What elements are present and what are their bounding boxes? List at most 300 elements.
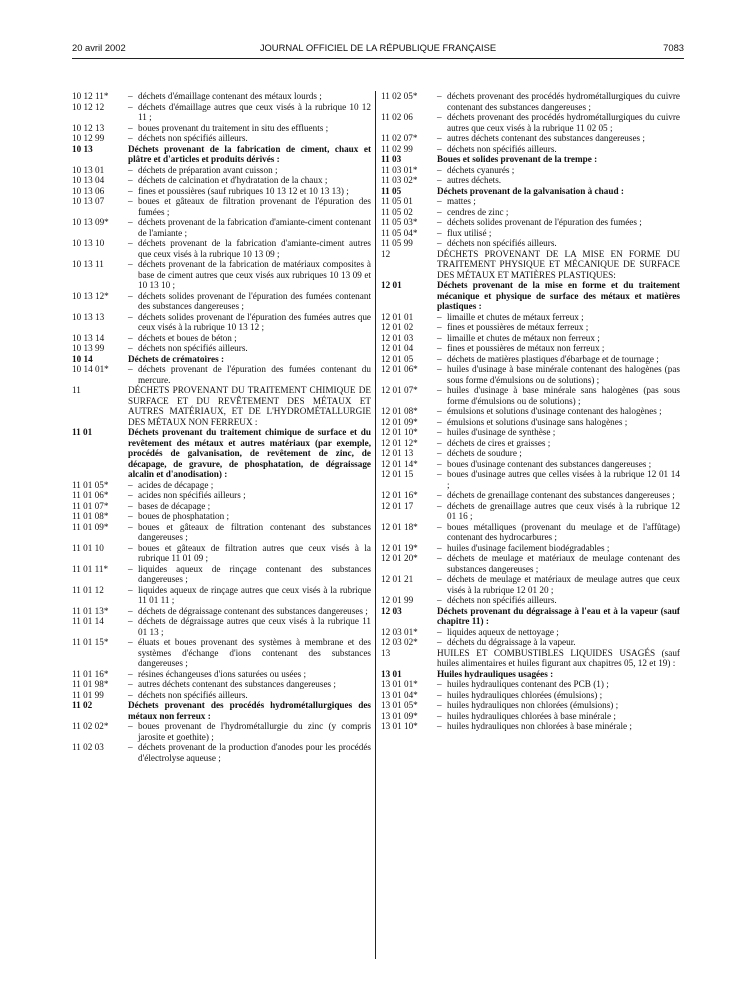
waste-code: 11 05	[381, 185, 402, 196]
waste-code: 11 02 02*	[72, 721, 109, 731]
description-text: déchets provenant de l'épuration des fumées contenant du mercure.	[138, 364, 371, 385]
waste-code: 12 03 01*	[381, 626, 418, 637]
dash-marker: –	[437, 626, 442, 637]
entry-description	[128, 144, 371, 165]
description-text: huiles hydrauliques non chlorées (émulsions) ;	[447, 700, 619, 710]
waste-code: 12 01 15	[381, 469, 414, 479]
entry-description	[128, 522, 371, 543]
waste-code: 13 01 10*	[381, 721, 418, 731]
waste-code-entry	[381, 459, 680, 470]
description-text: déchets de meulage et matériaux de meulage autres que ceux visés à la rubrique 12 01 20 ;	[447, 574, 680, 595]
entry-description	[128, 165, 371, 176]
left-column	[72, 91, 371, 971]
dash-marker: –	[128, 542, 133, 553]
entry-description	[437, 196, 680, 207]
description-text: huiles hydrauliques contenant des PCB (1) ;	[447, 679, 609, 689]
entry-description	[437, 249, 680, 281]
waste-code-entry	[381, 238, 680, 249]
waste-code: 12 01 03	[381, 332, 414, 343]
description-text: fines et poussières (sauf rubriques 10 13 12 et 10 13 13) ;	[138, 185, 349, 196]
waste-code: 11 02 99	[381, 143, 413, 154]
dash-marker: –	[128, 637, 133, 647]
dash-marker: –	[437, 574, 442, 584]
description-text: Déchets provenant de la galvanisation à chaud :	[437, 185, 624, 196]
description-text: émulsions et solutions d'usinage sans halogènes ;	[447, 416, 628, 427]
description-text: autres déchets contenant des substances dangereuses ;	[138, 679, 336, 689]
description-text: limaille et chutes de métaux ferreux ;	[447, 311, 584, 322]
description-text: huiles d'usinage de synthèse ;	[447, 427, 556, 437]
dash-marker: –	[128, 91, 133, 101]
waste-code: 10 13 13	[72, 311, 105, 322]
waste-code: 11 01 12	[72, 584, 104, 595]
entry-description	[128, 679, 371, 690]
section-heading	[381, 280, 680, 312]
entry-description	[437, 679, 680, 690]
dash-marker: –	[437, 469, 442, 479]
description-text: déchets du dégraissage à la vapeur.	[447, 637, 576, 647]
waste-code: 11 01 09*	[72, 521, 109, 532]
chapter-heading	[381, 648, 680, 669]
waste-code-entry	[72, 123, 371, 134]
description-text: DÉCHETS PROVENANT DU TRAITEMENT CHIMIQUE DE SURFACE ET DU REVÊTEMENT DES MÉTAUX ET AUTRES MATÉRIAUX, ET DE L'HYDROMÉTALLURGIE DES MÉTAUX NON FERREUX :	[128, 385, 371, 427]
waste-code: 11	[72, 385, 81, 395]
dash-marker: –	[128, 332, 133, 343]
description-text: déchets non spécifiés ailleurs.	[138, 133, 248, 143]
waste-code-entry	[381, 637, 680, 648]
waste-code-entry	[381, 490, 680, 501]
description-text: boues de phosphatation ;	[138, 511, 230, 521]
entry-description	[128, 385, 371, 427]
entry-description	[128, 690, 371, 701]
entry-description	[437, 322, 680, 333]
waste-code: 11 01 14	[72, 616, 104, 626]
waste-code: 12	[381, 248, 391, 259]
waste-code-entry	[381, 711, 680, 722]
waste-code: 12 01 17	[381, 500, 414, 511]
dash-marker: –	[437, 143, 442, 154]
waste-code: 11 05 99	[381, 238, 413, 248]
dash-marker: –	[437, 227, 442, 238]
waste-code: 12 01 10*	[381, 427, 418, 437]
dash-marker: –	[437, 332, 442, 343]
dash-marker: –	[128, 238, 133, 248]
waste-code: 11 03	[381, 154, 402, 164]
dash-marker: –	[128, 563, 133, 574]
description-text: déchets et boues de béton ;	[138, 332, 237, 343]
entry-description	[437, 574, 680, 595]
section-heading	[72, 700, 371, 721]
description-text: acides non spécifiés ailleurs ;	[138, 490, 246, 500]
entry-description	[437, 354, 680, 365]
dash-marker: –	[437, 406, 442, 416]
waste-code: 10 13 09*	[72, 217, 109, 227]
entry-description	[437, 490, 680, 501]
dash-marker: –	[128, 721, 133, 731]
entry-description	[437, 690, 680, 701]
entry-description	[437, 406, 680, 417]
waste-code: 10 13 06	[72, 185, 105, 196]
dash-marker: –	[437, 500, 442, 511]
waste-code: 11 01 16*	[72, 668, 109, 679]
entry-description	[128, 291, 371, 312]
dash-marker: –	[437, 322, 442, 332]
right-column	[381, 91, 680, 971]
description-text: huiles d'usinage à base minérale contenant des halogènes (pas sous forme d'émulsions ou de solutions) ;	[447, 364, 680, 385]
waste-code-entry	[381, 217, 680, 228]
entry-description	[437, 606, 680, 627]
waste-code: 11 02	[72, 700, 93, 710]
dash-marker: –	[128, 364, 133, 374]
waste-code: 10 12 12	[72, 101, 105, 112]
description-text: déchets de meulage et matériaux de meulage contenant des substances dangereuses ;	[447, 553, 680, 574]
waste-code-entry	[72, 312, 371, 333]
dash-marker: –	[437, 196, 442, 206]
dash-marker: –	[128, 689, 133, 700]
entry-description	[128, 543, 371, 564]
entry-description	[437, 364, 680, 385]
waste-code-entry	[381, 543, 680, 554]
description-text: déchets non spécifiés ailleurs.	[447, 595, 557, 605]
waste-code-entry	[72, 511, 371, 522]
waste-code: 11 02 06	[381, 112, 413, 122]
entry-description	[128, 354, 371, 365]
description-text: huiles hydrauliques non chlorées à base minérale ;	[447, 721, 632, 731]
waste-code-entry	[381, 322, 680, 333]
description-text: liquides aqueux de rinçage contenant des substances dangereuses ;	[138, 563, 371, 584]
dash-marker: –	[128, 584, 133, 595]
description-text: déchets solides provenant de l'épuration des fumées autres que ceux visés à la rubrique 10 13 12 ;	[138, 311, 371, 332]
waste-code: 13 01 04*	[381, 689, 418, 700]
waste-code-entry	[381, 207, 680, 218]
entry-description	[128, 186, 371, 197]
entry-description	[128, 364, 371, 385]
waste-code: 10 14	[72, 353, 93, 364]
dash-marker: –	[437, 553, 442, 563]
dash-marker: –	[437, 521, 442, 532]
entry-description	[437, 448, 680, 459]
dash-marker: –	[128, 742, 133, 752]
entry-description	[437, 595, 680, 606]
description-text: HUILES ET COMBUSTIBLES LIQUIDES USAGÉS (sauf huiles alimentaires et huiles figurant aux chapitres 05, 12 et 19) :	[437, 647, 680, 668]
description-text: déchets solides provenant de l'épuration des fumées contenant des substances dangereuses ;	[138, 290, 371, 311]
entry-description	[437, 543, 680, 554]
entry-description	[128, 102, 371, 123]
description-text: acides de décapage ;	[138, 479, 214, 490]
waste-code: 12 01 05	[381, 353, 414, 364]
description-text: déchets non spécifiés ailleurs.	[138, 689, 248, 700]
waste-code: 10 13 04	[72, 175, 105, 185]
entry-description	[437, 280, 680, 312]
dash-marker: –	[437, 91, 442, 101]
description-text: boues d'usinage contenant des substances dangereuses ;	[447, 458, 652, 469]
entry-description	[437, 91, 680, 112]
waste-code-entry	[381, 574, 680, 595]
waste-code: 13 01 01*	[381, 679, 418, 689]
dash-marker: –	[437, 175, 442, 185]
waste-code: 12 01 02	[381, 322, 414, 332]
dash-marker: –	[128, 479, 133, 490]
waste-code-entry	[72, 616, 371, 637]
waste-code: 13 01 05*	[381, 700, 418, 710]
waste-code-entry	[381, 721, 680, 732]
entry-description	[437, 501, 680, 522]
entry-description	[128, 742, 371, 763]
description-text: déchets de dégraissage contenant des substances dangereuses ;	[138, 605, 368, 616]
waste-code: 12 01 20*	[381, 553, 418, 563]
waste-code: 12 01 14*	[381, 458, 418, 469]
waste-code: 12 01 12*	[381, 437, 418, 448]
entry-description	[128, 721, 371, 742]
waste-code: 10 13 12*	[72, 290, 109, 301]
description-text: Huiles hydrauliques usagées :	[437, 668, 554, 679]
dash-marker: –	[437, 542, 442, 553]
entry-description	[128, 511, 371, 522]
waste-code: 10 13 11	[72, 259, 104, 269]
description-text: Déchets de crématoires :	[128, 353, 225, 364]
waste-code: 13 01	[381, 668, 402, 679]
entry-description	[437, 238, 680, 249]
description-text: déchets de matières plastiques d'ébarbage et de tournage ;	[447, 353, 659, 364]
waste-code: 13 01 09*	[381, 710, 418, 721]
description-text: déchets de dégraissage autres que ceux visés à la rubrique 11 01 13 ;	[138, 616, 371, 637]
header-title: JOURNAL OFFICIEL DE LA RÉPUBLIQUE FRANÇAISE	[259, 42, 497, 53]
waste-code: 11 03 01*	[381, 164, 418, 175]
entry-description	[128, 259, 371, 291]
waste-code: 12 01 09*	[381, 416, 418, 427]
waste-code: 10 13 10	[72, 238, 105, 248]
dash-marker: –	[437, 721, 442, 731]
description-text: déchets provenant de la fabrication d'amiante-ciment contenant de l'amiante ;	[138, 217, 371, 238]
section-heading	[381, 606, 680, 627]
description-text: déchets non spécifiés ailleurs.	[138, 343, 248, 353]
waste-code: 12 01 19*	[381, 542, 418, 553]
entry-description	[128, 480, 371, 491]
waste-code-entry	[72, 259, 371, 291]
chapter-heading	[72, 385, 371, 427]
waste-code-entry	[381, 427, 680, 438]
description-text: liquides aqueux de rinçage autres que ceux visés à la rubrique 11 01 11 ;	[138, 584, 371, 605]
waste-code-entry	[72, 196, 371, 217]
entry-description	[437, 385, 680, 406]
page-number: 7083	[663, 42, 684, 53]
entry-description	[128, 501, 371, 512]
dash-marker: –	[128, 679, 133, 689]
entry-description	[128, 564, 371, 585]
description-text: déchets provenant de la production d'anodes pour les procédés d'électrolyse aqueuse ;	[138, 742, 371, 763]
entry-description	[128, 343, 371, 354]
waste-code-entry	[72, 480, 371, 491]
description-text: déchets solides provenant de l'épuration des fumées ;	[447, 217, 642, 227]
waste-code-entry	[381, 522, 680, 543]
waste-code-entry	[381, 312, 680, 323]
description-text: huiles hydrauliques chlorées à base minérale ;	[447, 710, 616, 721]
waste-code: 11 01 99	[72, 689, 104, 700]
waste-code: 11 01 07*	[72, 500, 109, 511]
entry-description	[128, 312, 371, 333]
entry-description	[437, 648, 680, 669]
description-text: déchets provenant de la fabrication de matériaux composites à base de ciment autres que ceux visés aux rubriques 10 13 09 et 10 13 10 ;	[138, 259, 371, 290]
description-text: Déchets provenant des procédés hydrométallurgiques des métaux non ferreux :	[128, 700, 371, 721]
description-text: Déchets provenant du traitement chimique de surface et du revêtement des métaux et autres matériaux (par exemple, procédés de galvanisation, de revêtement de zinc, de décapage, de gravure, de phosphatation, de dégraissage alcalin et d'anodisation) :	[128, 427, 371, 479]
description-text: déchets provenant de la fabrication d'amiante-ciment autres que ceux visés à la rubrique 10 13 09 ;	[138, 238, 371, 259]
dash-marker: –	[437, 490, 442, 500]
waste-code-entry	[72, 175, 371, 186]
description-text: boues provenant du traitement in situ des effluents ;	[138, 122, 329, 133]
waste-code-entry	[381, 417, 680, 428]
waste-code-entry	[72, 501, 371, 512]
waste-code: 12 01 06*	[381, 364, 418, 374]
description-text: déchets d'émaillage autres que ceux visés à la rubrique 10 12 11 ;	[138, 101, 371, 122]
dash-marker: –	[437, 700, 442, 710]
waste-code-entry	[72, 343, 371, 354]
dash-marker: –	[437, 364, 442, 374]
entry-description	[437, 217, 680, 228]
dash-marker: –	[437, 458, 442, 469]
waste-code-entry	[381, 627, 680, 638]
waste-code-entry	[72, 165, 371, 176]
dash-marker: –	[128, 259, 133, 269]
description-text: déchets cyanurés ;	[447, 164, 515, 175]
entry-description	[128, 91, 371, 102]
entry-description	[128, 490, 371, 501]
description-text: DÉCHETS PROVENANT DE LA MISE EN FORME DU TRAITEMENT PHYSIQUE ET MÉCANIQUE DE SURFACE DES MÉTAUX ET MATIÈRES PLASTIQUES:	[437, 248, 680, 280]
entry-description	[128, 669, 371, 680]
waste-code: 11 05 03*	[381, 217, 418, 227]
description-text: boues provenant de l'hydrométallurgie du zinc (y compris jarosite et goethite) ;	[138, 721, 371, 742]
dash-marker: –	[437, 353, 442, 364]
entry-description	[128, 217, 371, 238]
dash-marker: –	[128, 521, 133, 532]
waste-code: 11 05 04*	[381, 227, 418, 238]
waste-code: 10 13 01	[72, 164, 105, 175]
section-heading	[381, 154, 680, 165]
waste-code: 10 14 01*	[72, 364, 109, 374]
description-text: déchets de calcination et d'hydratation de la chaux ;	[138, 175, 328, 185]
header-date: 20 avril 2002	[72, 42, 126, 53]
dash-marker: –	[128, 133, 133, 143]
dash-marker: –	[128, 490, 133, 500]
entry-description	[437, 144, 680, 155]
waste-code: 10 13	[72, 143, 93, 154]
entry-description	[437, 553, 680, 574]
waste-code-entry	[381, 553, 680, 574]
description-text: déchets non spécifiés ailleurs.	[447, 238, 557, 248]
waste-code-entry	[72, 543, 371, 564]
section-heading	[381, 669, 680, 680]
dash-marker: –	[128, 164, 133, 175]
entry-description	[437, 700, 680, 711]
dash-marker: –	[437, 427, 442, 437]
waste-code: 11 01 06*	[72, 490, 109, 500]
description-text: boues et gâteaux de filtration contenant des substances dangereuses ;	[138, 521, 371, 542]
waste-code-entry	[72, 490, 371, 501]
description-text: boues et gâteaux de filtration provenant de l'épuration des fumées ;	[138, 196, 371, 217]
waste-code: 10 13 07	[72, 196, 105, 206]
waste-code: 12 01 13	[381, 448, 414, 458]
dash-marker: –	[128, 175, 133, 185]
waste-code: 11 01 15*	[72, 637, 109, 647]
dash-marker: –	[437, 238, 442, 248]
description-text: huiles hydrauliques chlorées (émulsions) ;	[447, 689, 603, 700]
chapter-heading	[381, 249, 680, 281]
description-text: boues métalliques (provenant du meulage et de l'affûtage) contenant des hydrocarbures ;	[447, 521, 680, 542]
dash-marker: –	[128, 605, 133, 616]
waste-code-entry	[381, 679, 680, 690]
header-rule	[72, 58, 684, 59]
entry-description	[437, 459, 680, 470]
waste-code-entry	[381, 501, 680, 522]
entry-description	[437, 721, 680, 732]
waste-code: 11 02 05*	[381, 91, 418, 101]
entry-description	[128, 333, 371, 344]
waste-code-entry	[72, 585, 371, 606]
waste-code: 11 01 05*	[72, 479, 109, 490]
waste-code: 11 02 03	[72, 742, 104, 752]
dash-marker: –	[437, 385, 442, 395]
entry-description	[437, 165, 680, 176]
dash-marker: –	[128, 185, 133, 196]
entry-description	[437, 333, 680, 344]
waste-code-entry	[72, 217, 371, 238]
entry-description	[437, 427, 680, 438]
waste-code-entry	[381, 112, 680, 133]
description-text: émulsions et solutions d'usinage contenant des halogènes ;	[447, 406, 662, 416]
dash-marker: –	[128, 101, 133, 112]
waste-code: 12 01	[381, 280, 402, 290]
entry-description	[128, 133, 371, 144]
waste-code-entry	[72, 102, 371, 123]
section-heading	[381, 186, 680, 197]
waste-code-entry	[381, 343, 680, 354]
entry-description	[128, 427, 371, 480]
waste-code: 10 13 99	[72, 343, 105, 353]
dash-marker: –	[437, 217, 442, 227]
waste-code: 11 01 13*	[72, 605, 109, 616]
waste-code-entry	[72, 291, 371, 312]
page-header	[72, 42, 684, 56]
waste-code-entry	[72, 238, 371, 259]
entry-description	[128, 175, 371, 186]
waste-code: 11 01 11*	[72, 563, 109, 574]
description-text: déchets de soudure ;	[447, 448, 522, 458]
waste-code: 12 01 08*	[381, 406, 418, 416]
entry-description	[128, 123, 371, 134]
description-text: boues d'usinage autres que celles visées à la rubrique 12 01 14 ;	[447, 469, 680, 490]
entry-description	[437, 112, 680, 133]
waste-code-entry	[381, 228, 680, 239]
dash-marker: –	[437, 679, 442, 689]
waste-code: 10 12 11*	[72, 91, 109, 101]
entry-description	[437, 186, 680, 197]
dash-marker: –	[437, 164, 442, 175]
section-heading	[72, 144, 371, 165]
description-text: déchets de grenaillage autres que ceux visés à la rubrique 12 01 16 ;	[447, 500, 680, 521]
dash-marker: –	[437, 343, 442, 353]
entry-description	[128, 606, 371, 617]
waste-code-entry	[72, 364, 371, 385]
description-text: Déchets provenant de la fabrication de ciment, chaux et plâtre et d'articles et produits dérivés :	[128, 143, 371, 164]
dash-marker: –	[128, 511, 133, 521]
waste-code-entry	[381, 448, 680, 459]
waste-code-entry	[72, 669, 371, 680]
description-text: Déchets provenant de la mise en forme et du traitement mécanique et physique de surface des métaux et matières plastiques :	[437, 280, 680, 311]
entry-description	[128, 637, 371, 669]
waste-code: 10 13 14	[72, 332, 105, 343]
waste-code-entry	[72, 91, 371, 102]
dash-marker: –	[437, 448, 442, 458]
waste-code: 11 01 98*	[72, 679, 109, 689]
waste-code: 11 02 07*	[381, 133, 418, 143]
